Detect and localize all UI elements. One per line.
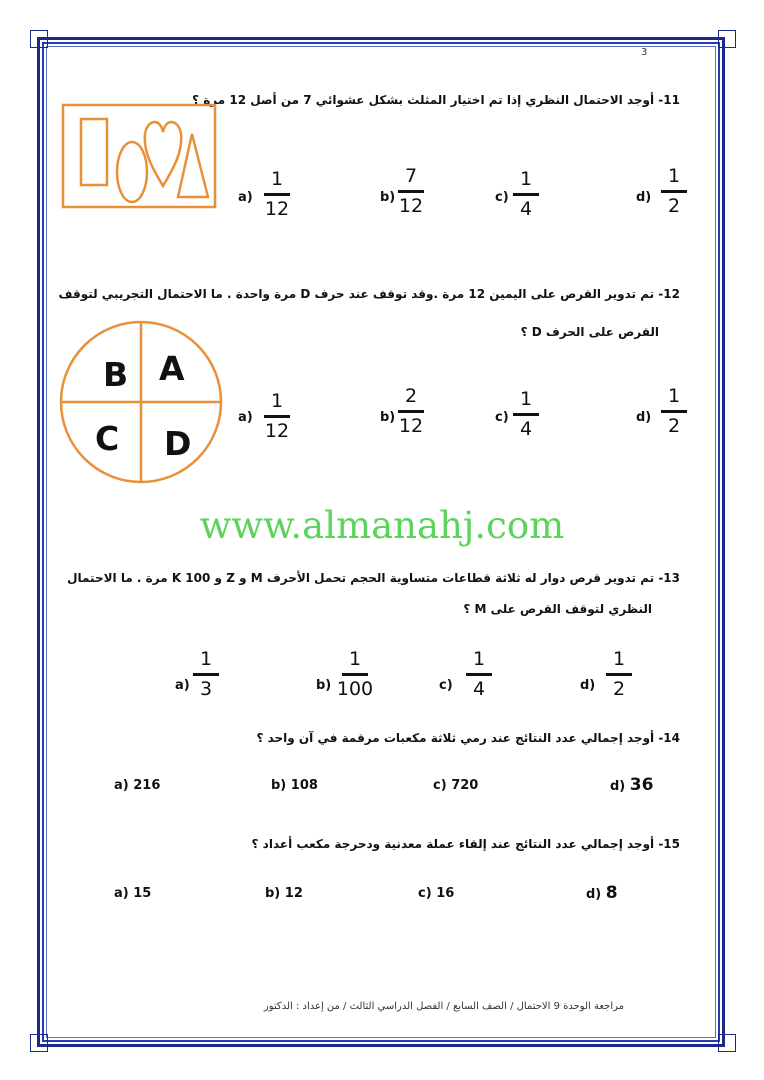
option-value: 216 <box>133 778 161 793</box>
page-footer: مراجعة الوحدة 9 الاحتمال / الصف السابع / الفصل الدراسي الثالث / من إعداد : الدكتور <box>263 1001 624 1012</box>
denominator: 2 <box>667 195 681 217</box>
question-12-text-line1: 12- تم تدوير القرص على اليمين 12 مرة .وقد توقف عند حرف D مرة واحدة . ما الاحتمال التجريبي لتوقف <box>58 287 680 301</box>
denominator: 4 <box>472 678 486 700</box>
denominator: 4 <box>519 198 533 220</box>
q12-option-d-label: d) <box>636 410 652 425</box>
q13-option-d-fraction[interactable] <box>597 648 641 700</box>
option-value: 16 <box>436 886 455 901</box>
q11-option-c-fraction[interactable] <box>504 168 548 220</box>
q11-option-d-label: d) <box>636 190 652 205</box>
q12-option-c-label: c) <box>495 410 509 425</box>
option-label: d) <box>586 887 602 902</box>
numerator: 1 <box>348 648 362 670</box>
denominator: 3 <box>199 678 213 700</box>
fraction-bar <box>661 190 687 193</box>
numerator: 1 <box>519 388 533 410</box>
q11-option-c-label: c) <box>495 190 509 205</box>
spinner-sector-d: D <box>164 424 192 463</box>
question-13-text-line2: النظري لتوقف القرص على M ؟ <box>463 602 652 616</box>
numerator: 1 <box>519 168 533 190</box>
option-label: b) <box>265 886 281 901</box>
denominator: 2 <box>612 678 626 700</box>
option-label: a) <box>114 886 129 901</box>
q12-option-b-label: b) <box>380 410 396 425</box>
oval-shape <box>117 142 147 202</box>
numerator: 1 <box>472 648 486 670</box>
fraction-bar <box>661 410 687 413</box>
fraction-bar <box>264 415 290 418</box>
numerator: 1 <box>199 648 213 670</box>
numerator: 1 <box>270 390 284 412</box>
denominator: 2 <box>667 415 681 437</box>
denominator: 4 <box>519 418 533 440</box>
spinner-sector-c: C <box>95 419 120 458</box>
q13-option-d-label: d) <box>580 678 596 693</box>
q15-option-a[interactable] <box>114 886 151 901</box>
fraction-bar <box>264 193 290 196</box>
q15-option-c[interactable] <box>418 886 454 901</box>
shapes-figure <box>60 102 220 212</box>
numerator: 1 <box>667 385 681 407</box>
fraction-bar <box>466 673 492 676</box>
q12-option-a-fraction[interactable] <box>255 390 299 442</box>
fraction-bar <box>193 673 219 676</box>
option-label: b) <box>271 778 287 793</box>
q12-option-b-fraction[interactable] <box>389 385 433 437</box>
q13-option-b-label: b) <box>316 678 332 693</box>
option-value: 12 <box>284 886 303 901</box>
denominator: 100 <box>336 678 374 700</box>
option-label: a) <box>114 778 129 793</box>
fraction-bar <box>398 410 424 413</box>
triangle-shape <box>178 134 208 197</box>
q11-option-b-label: b) <box>380 190 396 205</box>
denominator: 12 <box>264 198 290 220</box>
q11-option-a-fraction[interactable] <box>255 168 299 220</box>
q12-option-d-fraction[interactable] <box>652 385 696 437</box>
q12-option-a-label: a) <box>238 410 253 425</box>
numerator: 1 <box>667 165 681 187</box>
q11-option-a-label: a) <box>238 190 253 205</box>
q11-option-d-fraction[interactable] <box>652 165 696 217</box>
option-value: 108 <box>290 778 318 793</box>
option-label: c) <box>433 778 447 793</box>
q14-option-b[interactable] <box>271 778 318 793</box>
denominator: 12 <box>398 415 424 437</box>
q14-option-a[interactable] <box>114 778 160 793</box>
denominator: 12 <box>398 195 424 217</box>
spinner-circle <box>58 319 224 485</box>
question-13-text-line1: 13- تم تدوير قرص دوار له ثلاثة قطاعات متساوية الحجم تحمل الأحرف M و Z و K 100 مرة . ما الاحتمال <box>67 571 680 585</box>
denominator: 12 <box>264 420 290 442</box>
q15-option-b[interactable] <box>265 886 303 901</box>
rectangle-shape <box>81 119 107 185</box>
corner-ornament-top-right <box>718 30 736 48</box>
corner-ornament-bottom-left <box>30 1034 48 1052</box>
option-value: 8 <box>605 883 618 903</box>
q13-option-c-fraction[interactable] <box>457 648 501 700</box>
q14-option-c[interactable] <box>433 778 478 793</box>
q13-option-a-fraction[interactable] <box>184 648 228 700</box>
q13-option-c-label: c) <box>439 678 453 693</box>
page-number: 3 <box>641 47 648 58</box>
question-14-text: 14- أوجد إجمالي عدد النتائج عند رمي ثلاثة مكعبات مرقمة في آن واحد ؟ <box>256 731 680 745</box>
shapes-frame <box>63 105 215 207</box>
q13-option-a-label: a) <box>175 678 190 693</box>
question-15-text: 15- أوجد إجمالي عدد النتائج عند إلقاء عملة معدنية ودحرجة مكعب أعداد ؟ <box>251 837 680 851</box>
fraction-bar <box>398 190 424 193</box>
option-label: c) <box>418 886 432 901</box>
option-label: d) <box>610 779 626 794</box>
q13-option-b-fraction[interactable] <box>333 648 377 700</box>
corner-ornament-top-left <box>30 30 48 48</box>
fraction-bar <box>513 413 539 416</box>
fraction-bar <box>606 673 632 676</box>
q14-option-d[interactable] <box>610 775 653 795</box>
numerator: 2 <box>404 385 418 407</box>
option-value: 720 <box>451 778 479 793</box>
numerator: 1 <box>270 168 284 190</box>
q11-option-b-fraction[interactable] <box>389 165 433 217</box>
question-12-text-line2: القرص على الحرف D ؟ <box>520 325 659 339</box>
spinner-sector-b: B <box>103 355 129 394</box>
question-11-text: 11- أوجد الاحتمال النظري إذا تم اختيار المثلث بشكل عشوائي 7 من أصل 12 مرة ؟ <box>192 93 680 107</box>
q15-option-d[interactable] <box>586 883 618 903</box>
fraction-bar <box>342 673 368 676</box>
heart-shape <box>145 122 181 186</box>
option-value: 15 <box>133 886 152 901</box>
spinner-sector-a: A <box>159 349 185 388</box>
q12-option-c-fraction[interactable] <box>504 388 548 440</box>
corner-ornament-bottom-right <box>718 1034 736 1052</box>
option-value: 36 <box>629 775 654 795</box>
numerator: 1 <box>612 648 626 670</box>
watermark-text: www.almanahj.com <box>199 504 565 547</box>
spinner-figure <box>58 319 224 485</box>
numerator: 7 <box>404 165 418 187</box>
fraction-bar <box>513 193 539 196</box>
